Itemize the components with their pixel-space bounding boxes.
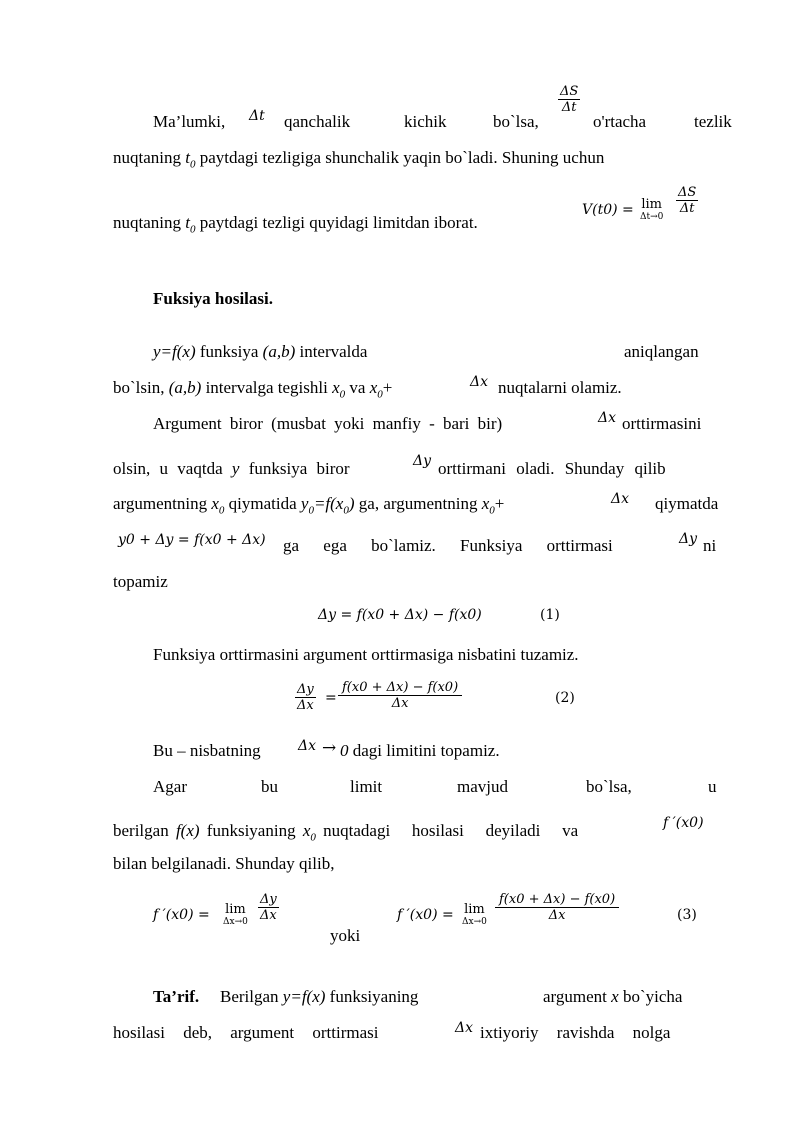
text-line-8: olsin, u vaqtda y funksiya biror [113,459,350,478]
text-topamiz: topamiz [113,572,168,591]
math-lim-x-left: lim Δx→0 [223,902,248,927]
equation-1: Δy = f(x0 + Δx) − f(x0) [318,607,482,623]
text-agar: Agar [153,777,187,796]
text-line-13b: 0 dagi limitini topamiz. [340,741,500,760]
math-fprime-eq-left: f ′(x0) = [153,907,210,923]
math-fprime-eq-right: f ′(x0) = [397,907,454,923]
math-delta-x: Δx [470,374,489,390]
equation-2-number: (2) [555,690,575,706]
math-arrow: → [322,738,337,758]
text-bu: bu [261,777,278,796]
text-line-8b: orttirmani oladi. Shunday qilib [438,459,666,478]
text-line-19b: ixtiyoriy ravishda nolga [480,1023,671,1042]
math-V-t0: V(t0) = [582,202,634,218]
text-orttirmasini: orttirmasini [622,414,702,433]
fraction-dy-dx-2: $\frac{\Delta y}{\Delta x}$ [260,892,277,923]
text-line-5: y=f(x) funksiya (a,b) intervalda [153,342,368,361]
text-line-6: bo`lsin, (a,b) intervalga tegishli $x_0$ va $x_0+$ [113,378,393,401]
text-yoki: yoki [330,926,361,945]
text-mavjud: mavjud [457,777,508,796]
text-line-7: Argument biror (musbat yoki manfiy - bari bir) [153,414,503,433]
math-delta-y: Δy [679,531,698,547]
text-aniqlangan: aniqlangan [624,342,699,361]
text-bolsa: bo`lsa, [493,112,539,131]
math-y0-eq: y0 + Δy = f(x0 + Δx) [118,532,266,548]
text-ortacha: o'rtacha [593,112,647,131]
section-heading: Fuksiya hosilasi. [153,289,273,308]
fraction-dy-dx: $\frac{\Delta y}{\Delta x}$ [297,682,314,713]
fraction-difference-quotient: $\frac{f(x0 + \Delta x) - f(x0)}{\Delta x}$ [338,680,462,711]
equation-1-number: (1) [540,607,560,623]
text-line-16: bilan belgilanadi. Shunday qilib, [113,854,335,873]
math-delta-t: Δt [249,108,265,124]
text-qanchalik: qanchalik [284,112,351,131]
math-fprime-x0: f ′(x0) [663,815,704,831]
text-ni: ni [703,536,717,555]
text-line-2: nuqtaning $t_0$ paytdagi tezligiga shunchalik yaqin bo`ladi. Shuning uchun [113,148,605,171]
text-limit: limit [350,777,383,796]
fraction-dS-dt-2: $\frac{\Delta S}{\Delta t}$ [678,185,697,216]
text-line-15: berilgan f(x) funksiyaning $x_0$ nuqtadagi hosilasi deyiladi va [113,821,579,844]
math-delta-x: Δx [611,491,630,507]
math-delta-x: Δx [298,738,317,754]
equation-3-number: (3) [677,907,697,923]
text-tezlik: tezlik [694,112,732,131]
text-line-9: argumentning $x_0$ qiymatida $y_0=f(x_0)$ ga, argumentning $x_0+$ [113,494,505,517]
math-delta-y: Δy [413,453,432,469]
text-line-3: nuqtaning $t_0$ paytdagi tezligi quyidagi limitdan iborat. [113,213,478,236]
text-line-19: hosilasi deb, argument orttirmasi [113,1023,379,1042]
text-qiymatda: qiymatda [655,494,719,513]
fraction-difference-quotient-2: $\frac{f(x0 + \Delta x) - f(x0)}{\Delta x}$ [495,892,619,923]
text-line-6b: nuqtalarni olamiz. [498,378,622,397]
text-def-b: Berilgan y=f(x) funksiyaning [220,987,419,1006]
text-line-10: ga ega bo`lamiz. Funksiya orttirmasi [283,536,613,555]
text-line-12: Funksiya orttirmasini argument orttirmasiga nisbatini tuzamiz. [153,645,579,664]
definition-label: Ta’rif. [153,987,200,1006]
text-bolsa-2: bo`lsa, [586,777,632,796]
text-u: u [708,777,717,796]
math-lim-x-right: lim Δx→0 [462,902,487,927]
text-line-13a: Bu – nisbatning [153,741,261,760]
math-delta-x: Δx [598,410,617,426]
text-malumki: Ma’lumki, [153,112,226,131]
math-lim-t: lim Δt→0 [640,197,664,222]
equals-sign: = [325,690,337,706]
math-delta-x: Δx [455,1020,474,1036]
text-def-c: argument x bo`yicha [543,987,683,1006]
text-kichik: kichik [404,112,447,131]
fraction-dS-dt: $\frac{\Delta S}{\Delta t}$ [560,84,579,115]
